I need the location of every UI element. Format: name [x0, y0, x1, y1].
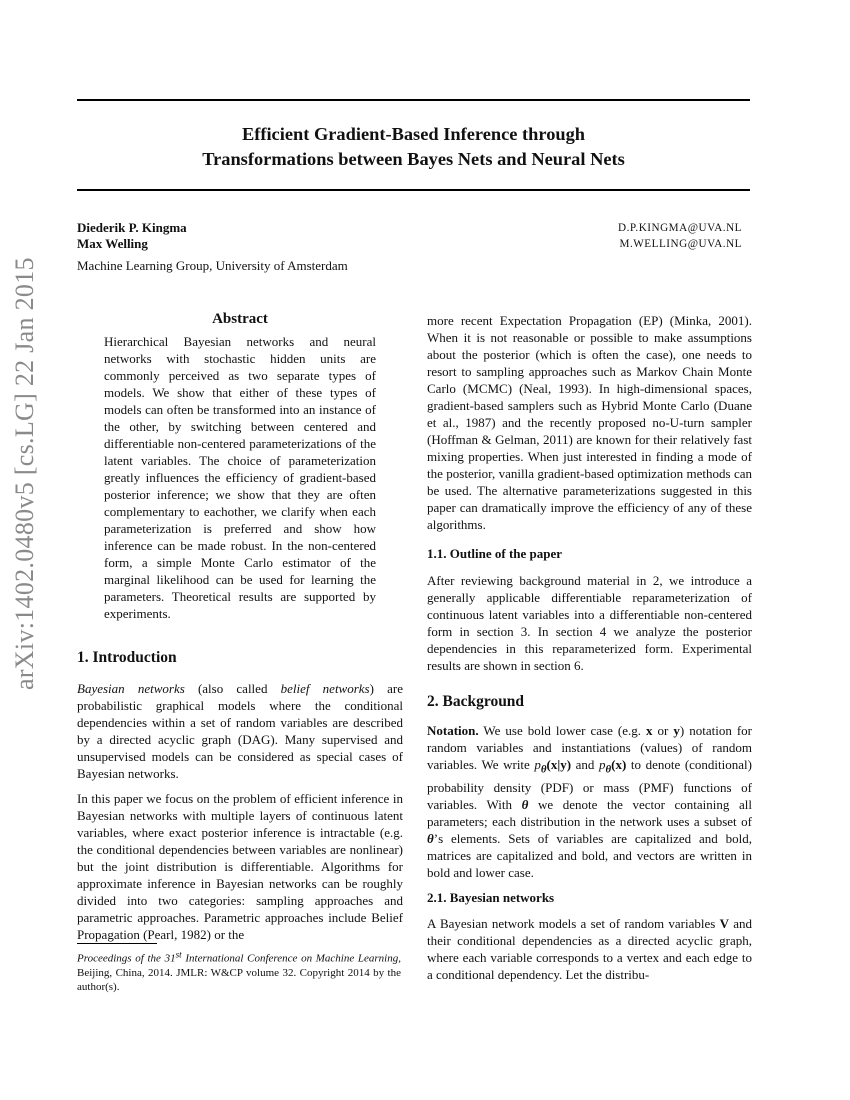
background-heading: 2. Background	[427, 693, 525, 710]
intro-paragraph-2: In this paper we focus on the problem of efficient inference in Bayesian networks with multiple layers of continuous latent variables, where exact posterior inference is intractable (e.g. the conditional dependencies between variables are nonlinear) but the joint distribution is differentiable. Algorithms for approximate inference in Bayesian networks can be roughly divided into two categories: sampling approaches and parametric approaches. Parametric approaches include Belief Propagation (Pearl, 1982) or the	[77, 791, 403, 942]
bayesian-networks-body	[427, 915, 752, 983]
abstract-body	[104, 333, 376, 622]
paper-title	[77, 122, 750, 172]
term-belief-networks: belief networks	[280, 681, 370, 696]
notation-body	[427, 722, 752, 881]
abstract-text: Hierarchical Bayesian networks and neural networks with stochastic hidden units are commonly perceived as two separate types of models. We show that either of these types of models can often be transformed into an instance of the other, by switching between centered and differentiable non-centered parameterizations of the latent variables. The choice of parameterization greatly influences the efficiency of gradient-based posterior inference; we show that they are often complementary to eachother, we clarify when each parameterization is preferred and show how inference can be made robust. In the non-centered form, a simple Monte Carlo estimator of the marginal likelihood can be used for learning the parameters. Theoretical results are supported by experiments.	[104, 334, 376, 621]
notation-paragraph: Notation. We use bold lower case (e.g. x or y) notation for random variables and instantiations (values) of random variables. We write $p_\theta(x|y)$ and $p_\theta(x)$ to denote (conditional) probability density (PDF) or mass (PMF) functions of variables. With θ we denote the vector containing all parameters; each distribution in the network uses a subset of θ’s elements. Sets of variables are capitalized and bold, matrices are capitalized and bold, and vectors are written in bold and lower case.	[427, 723, 752, 880]
outline-heading: 1.1. Outline of the paper	[427, 546, 563, 561]
bayesian-networks-paragraph: A Bayesian network models a set of random variables V and their conditional dependencies as a directed acyclic graph, where each variable corresponds to a vertex and each edge to a conditional dependency. Let the distribu-	[427, 916, 752, 982]
top-rule	[77, 99, 750, 101]
introduction-heading: 1. Introduction	[77, 649, 177, 666]
proceedings-footnote: Proceedings of the 31st International Conference on Machine Learning, Beijing, China, 2014. JMLR: W&CP volume 32. Copyright 2014 by the author(s).	[77, 949, 401, 993]
email-welling[interactable]: M.WELLING@UVA.NL	[619, 238, 742, 250]
intro-continued-paragraph: more recent Expectation Propagation (EP) (Minka, 2001). When it is not reasonable or possible to make assumptions about the posterior (which is often the case), one needs to resort to sampling approaches such as Markov Chain Monte Carlo (MCMC) (Neal, 1993). In high-dimensional spaces, gradient-based samplers such as Hybrid Monte Carlo (Duane et al., 1987) and the recently proposed no-U-turn sampler (Hoffman & Gelman, 2011) are known for their relatively fast mixing properties. When just interested in finding a mode of the posterior, vanilla gradient-based optimization methods can be used. The alternative parameterizations suggested in this paper can dramatically improve the efficiency of any of these algorithms.	[427, 313, 752, 532]
arxiv-identifier: arXiv:1402.0480v5 [cs.LG] 22 Jan 2015	[10, 257, 39, 690]
right-column-top	[427, 312, 752, 533]
intro-paragraph-1: Bayesian networks (also called belief networks) are probabilistic graphical models where the conditional dependencies within a set of random variables are described by a directed acyclic graph (DAG). Many supervised and unsupervised models can be considered as special cases of Bayesian networks.	[77, 681, 404, 781]
notation-label: Notation.	[427, 723, 479, 738]
footnote-rule	[77, 943, 157, 944]
email-kingma[interactable]: D.P.KINGMA@UVA.NL	[618, 222, 742, 234]
term-bayesian-networks: Bayesian networks	[77, 681, 185, 696]
title-line-1: Efficient Gradient-Based Inference through	[241, 124, 586, 144]
author-welling: Max Welling	[77, 236, 148, 251]
bayesian-networks-heading: 2.1. Bayesian networks	[427, 890, 555, 905]
title-line-2: Transformations between Bayes Nets and Neural Nets	[202, 149, 625, 169]
introduction-body	[77, 680, 403, 943]
outline-body	[427, 572, 752, 674]
affiliation: Machine Learning Group, University of Amsterdam	[77, 258, 348, 273]
outline-paragraph: After reviewing background material in 2, we introduce a generally applicable differentiable reparameterization of continuous latent variables into a differentiable non-centered form in section 3. In section 4 we analyze the posterior dependencies in this reparameterized form. Experimental results are shown in section 6.	[427, 573, 752, 673]
author-kingma: Diederik P. Kingma	[77, 220, 187, 235]
bottom-title-rule	[77, 189, 750, 191]
abstract-heading: Abstract	[212, 311, 268, 327]
